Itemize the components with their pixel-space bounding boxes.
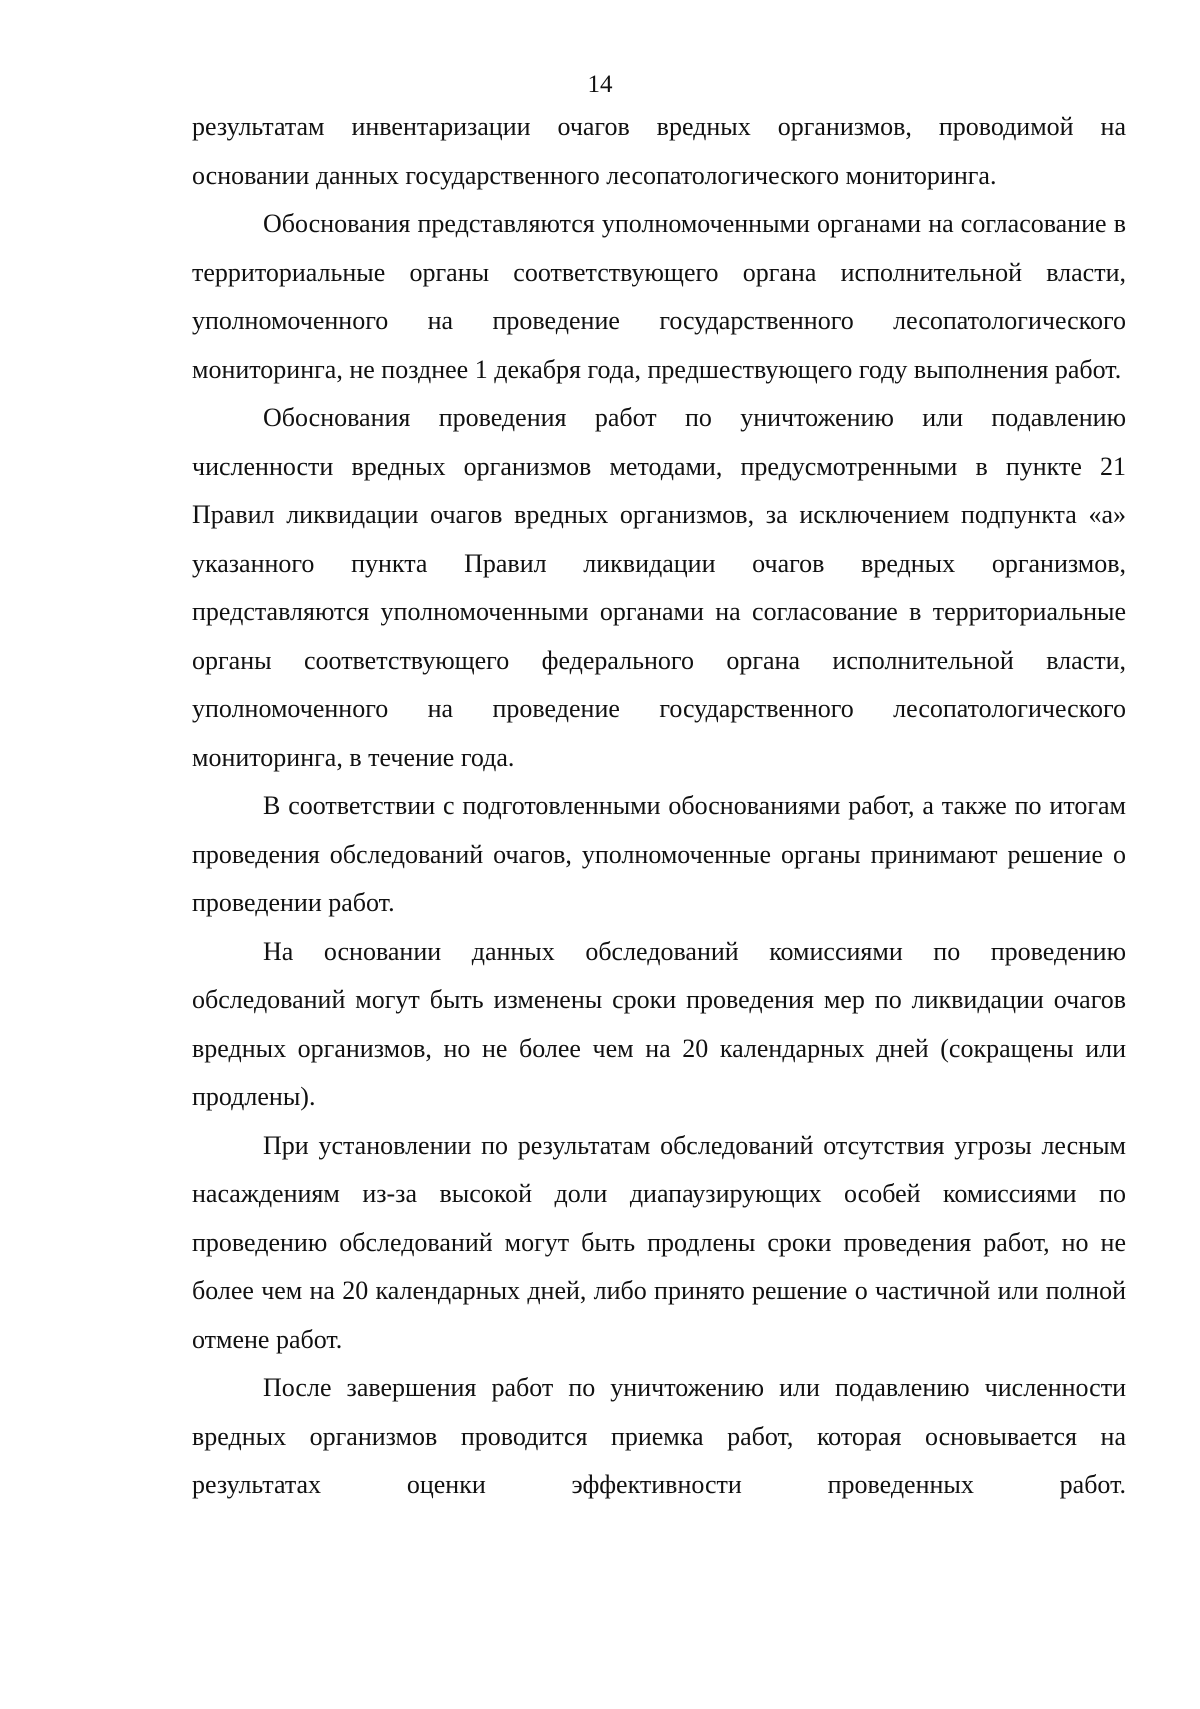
document-body [192, 103, 1126, 1510]
paragraph-schedule-change: На основании данных обследований комиссиями по проведению обследований могут быть изменены сроки проведения мер по ликвидации очагов вредных организмов, но не более чем на 20 календарных дней (сокращены или продлены). [192, 936, 1126, 1111]
paragraph-continuation: результатам инвентаризации очагов вредных организмов, проводимой на основании данных государственного лесопатологического мониторинга. [192, 112, 1126, 190]
paragraph-acceptance: После завершения работ по уничтожению или подавлению численности вредных организмов проводится приемка работ, которая основывается на результатах оценки эффективности проведенных работ. [192, 1373, 1126, 1499]
paragraph-methods-justification: Обоснования проведения работ по уничтожению или подавлению численности вредных организмов методами, предусмотренными в пункте 21 Правил ликвидации очагов вредных организмов, за исключением подпункта «а» указанного пункта Правил ликвидации очагов вредных организмов, представляются уполномоченными органами на согласование в территориальные органы соответствующего федерального органа исполнительной власти, уполномоченного на проведение государственного лесопатологического мониторинга, в течение года. [192, 403, 1126, 772]
paragraph-decision: В соответствии с подготовленными обоснованиями работ, а также по итогам проведения обследований очагов, уполномоченные органы принимают решение о проведении работ. [192, 791, 1126, 917]
paragraph-extension-cancellation: При установлении по результатам обследований отсутствия угрозы лесным насаждениям из-за высокой доли диапаузирующих особей комиссиями по проведению обследований могут быть продлены сроки проведения работ, но не более чем на 20 календарных дней, либо принято решение о частичной или полной отмене работ. [192, 1130, 1126, 1354]
paragraph-justification-submission: Обоснования представляются уполномоченными органами на согласование в территориальные органы соответствующего органа исполнительной власти, уполномоченного на проведение государственного лесопатологического мониторинга, не позднее 1 декабря года, предшествующего году выполнения работ. [192, 209, 1126, 384]
page-number: 14 [587, 71, 613, 98]
